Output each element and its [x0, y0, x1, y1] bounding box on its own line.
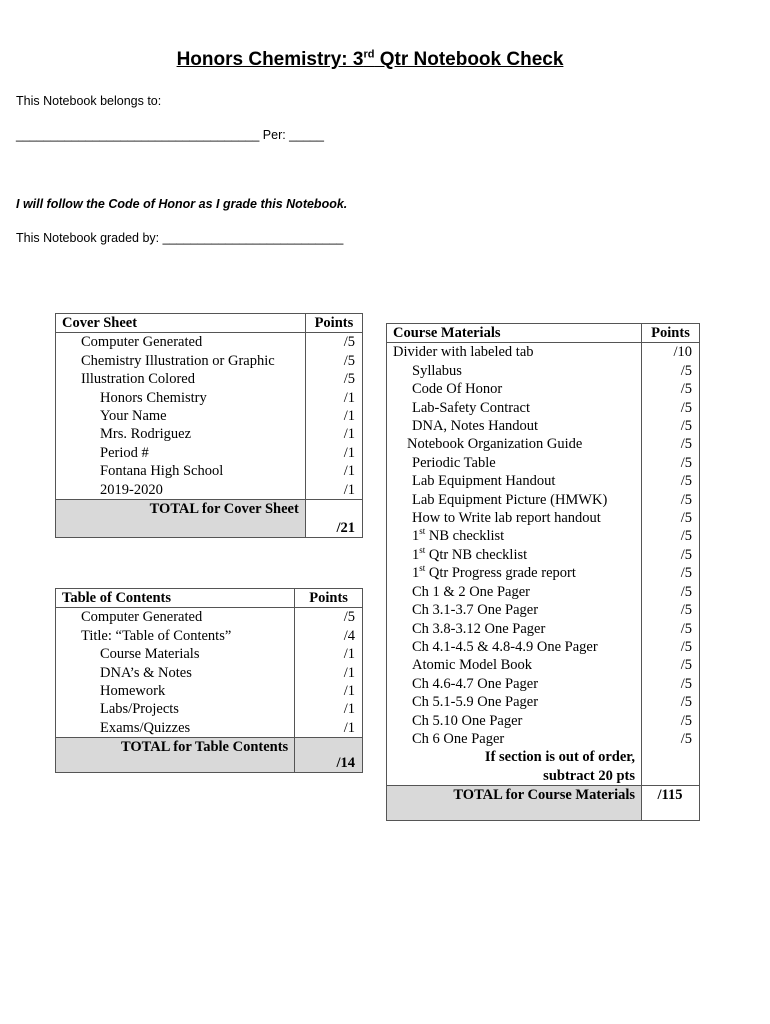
toc-title: Table of Contents [56, 589, 295, 608]
item-points: /5 [642, 620, 700, 638]
table-row [56, 462, 363, 480]
item-label: Period # [56, 444, 306, 462]
order-note [387, 748, 642, 785]
table-row [387, 362, 700, 380]
item-points: /5 [642, 675, 700, 693]
item-label: How to Write lab report handout [387, 509, 642, 527]
table-row [56, 389, 363, 407]
item-points: /5 [642, 546, 700, 564]
item-label: Ch 5.10 One Pager [387, 712, 642, 730]
item-label: Ch 4.1-4.5 & 4.8-4.9 One Pager [387, 638, 642, 656]
order-note-row [387, 748, 700, 785]
table-row [387, 472, 700, 490]
item-label: Ch 3.1-3.7 One Pager [387, 601, 642, 619]
total-row [56, 738, 363, 773]
item-points: /5 [642, 509, 700, 527]
table-row [387, 675, 700, 693]
item-label: Code Of Honor [387, 380, 642, 398]
table-of-contents-table [55, 588, 363, 773]
item-label: Your Name [56, 407, 306, 425]
graded-by-line: This Notebook graded by: __________________________ [16, 231, 344, 245]
name-period-line: ___________________________________ Per: _____ [16, 128, 324, 142]
table-row [387, 638, 700, 656]
item-points: /1 [295, 664, 363, 682]
table-row [387, 712, 700, 730]
table-row [387, 656, 700, 674]
cover-total-points: /21 [305, 500, 362, 538]
course-materials-title: Course Materials [387, 324, 642, 343]
item-label: Illustration Colored [56, 370, 306, 388]
item-points: /5 [642, 656, 700, 674]
table-row [56, 352, 363, 370]
item-points: /5 [642, 527, 700, 545]
item-points: /5 [642, 564, 700, 582]
table-row [56, 370, 363, 388]
item-points: /5 [642, 435, 700, 453]
course-total-points: /115 [642, 786, 700, 821]
item-points: /1 [305, 389, 362, 407]
table-row [387, 527, 700, 545]
item-label: Labs/Projects [56, 700, 295, 718]
item-label: DNA, Notes Handout [387, 417, 642, 435]
total-row [56, 500, 363, 538]
order-note-line-1: If section is out of order, [484, 749, 636, 766]
item-label: Fontana High School [56, 462, 306, 480]
item-points: /1 [305, 425, 362, 443]
divider-label: Divider with labeled tab [387, 343, 642, 362]
item-label: Title: “Table of Contents” [56, 627, 295, 645]
item-points: /5 [642, 380, 700, 398]
item-points: /1 [295, 645, 363, 663]
table-header-row [56, 314, 363, 333]
table-row [56, 481, 363, 500]
item-points: /1 [295, 700, 363, 718]
item-label: Mrs. Rodriguez [56, 425, 306, 443]
item-label: DNA’s & Notes [56, 664, 295, 682]
item-points: /5 [642, 583, 700, 601]
table-row [387, 509, 700, 527]
table-row [56, 333, 363, 352]
table-row [56, 719, 363, 738]
toc-total-label: TOTAL for Table Contents [56, 738, 295, 773]
toc-total-points: /14 [295, 738, 363, 773]
item-points: /1 [295, 682, 363, 700]
points-header: Points [642, 324, 700, 343]
order-note-line-2: subtract 20 pts [543, 767, 636, 784]
item-points: /5 [642, 362, 700, 380]
honor-statement: I will follow the Code of Honor as I grade this Notebook. [16, 197, 348, 211]
item-label: 2019-2020 [56, 481, 306, 500]
item-points: /5 [305, 333, 362, 352]
item-points: /5 [642, 491, 700, 509]
item-points: /1 [305, 481, 362, 500]
course-total-label: TOTAL for Course Materials [387, 786, 642, 821]
item-points: /5 [642, 601, 700, 619]
table-row [387, 435, 700, 453]
item-label: Computer Generated [56, 608, 295, 627]
item-points: /5 [642, 454, 700, 472]
item-label: Ch 4.6-4.7 One Pager [387, 675, 642, 693]
item-label: Atomic Model Book [387, 656, 642, 674]
item-label: Ch 6 One Pager [387, 730, 642, 748]
table-row [56, 444, 363, 462]
item-label: Homework [56, 682, 295, 700]
table-row [56, 700, 363, 718]
table-row [387, 601, 700, 619]
table-row [387, 583, 700, 601]
table-header-row [387, 324, 700, 343]
item-points: /5 [642, 638, 700, 656]
item-label: 1st Qtr Progress grade report [387, 564, 642, 582]
table-row [387, 620, 700, 638]
table-row [387, 399, 700, 417]
item-points: /5 [642, 712, 700, 730]
cover-sheet-title: Cover Sheet [56, 314, 306, 333]
table-row [387, 417, 700, 435]
item-label: Chemistry Illustration or Graphic [56, 352, 306, 370]
table-row [56, 425, 363, 443]
table-row [387, 546, 700, 564]
item-label: Ch 3.8-3.12 One Pager [387, 620, 642, 638]
item-points: /5 [305, 370, 362, 388]
cover-sheet-table [55, 313, 363, 538]
points-header: Points [295, 589, 363, 608]
table-row [56, 664, 363, 682]
table-row [387, 454, 700, 472]
table-row [56, 645, 363, 663]
table-row [56, 608, 363, 627]
item-label: Course Materials [56, 645, 295, 663]
item-points: /5 [642, 693, 700, 711]
notebook-owner-label: This Notebook belongs to: [16, 94, 162, 108]
item-points: /5 [642, 472, 700, 490]
item-label: Honors Chemistry [56, 389, 306, 407]
table-row [387, 693, 700, 711]
page-title: Honors Chemistry: 3rd Qtr Notebook Check [176, 48, 564, 70]
item-points: /1 [305, 407, 362, 425]
item-label: Notebook Organization Guide [387, 435, 642, 453]
item-points: /1 [305, 444, 362, 462]
item-label: Lab-Safety Contract [387, 399, 642, 417]
item-points: /5 [642, 399, 700, 417]
table-row [387, 491, 700, 509]
divider-points: /10 [642, 343, 700, 362]
table-row [56, 627, 363, 645]
item-points: /5 [642, 417, 700, 435]
item-label: 1st Qtr NB checklist [387, 546, 642, 564]
item-points: /5 [642, 730, 700, 748]
course-materials-table [386, 323, 700, 821]
table-header-row [56, 589, 363, 608]
item-label: Lab Equipment Handout [387, 472, 642, 490]
points-header: Points [305, 314, 362, 333]
item-label: Lab Equipment Picture (HMWK) [387, 491, 642, 509]
table-row [387, 730, 700, 748]
item-label: 1st NB checklist [387, 527, 642, 545]
item-label: Syllabus [387, 362, 642, 380]
item-label: Computer Generated [56, 333, 306, 352]
table-row [387, 343, 700, 362]
table-row [56, 682, 363, 700]
item-label: Ch 5.1-5.9 One Pager [387, 693, 642, 711]
item-points: /1 [295, 719, 363, 738]
item-points: /4 [295, 627, 363, 645]
item-points: /1 [305, 462, 362, 480]
total-row [387, 786, 700, 821]
item-label: Ch 1 & 2 One Pager [387, 583, 642, 601]
item-label: Periodic Table [387, 454, 642, 472]
cover-total-label: TOTAL for Cover Sheet [56, 500, 306, 538]
table-row [387, 380, 700, 398]
item-label: Exams/Quizzes [56, 719, 295, 738]
item-points: /5 [305, 352, 362, 370]
table-row [387, 564, 700, 582]
item-points: /5 [295, 608, 363, 627]
table-row [56, 407, 363, 425]
